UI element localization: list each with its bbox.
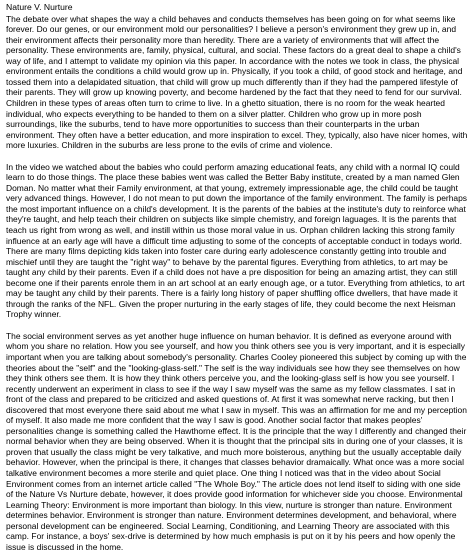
document-title: Nature V. Nurture xyxy=(6,2,73,12)
paragraph-family-environment: In the video we watched about the babies who could perform amazing educational feats, any child with a normal IQ could learn to do those things. The place these babies went was called the Better Baby institute, created by a man named Glen Doman. No matter what their Family environment, at that young, extremely impressionable age, the child could be taught very advanced things. However, I do not mean to put down the importance of the family environment. The family is perhaps the most important influence on a child's development. It is the parents of the babies at the institute's duty to reinforce what they're taught, and help teach their children on subjects like simple chemistry, and foreign laguages. It is the parents that teach us right from wrong as well, and instill within us those moral value in us. Orphan children lacking this strong family influence at an early age will have a difficult time adjusting to some of the concepts of acceptable conduct in todays world. There are many films depicting kids taken into foster care during early adolescence constantly getting into trouble and mischief until they are taught the "right way" to behave by the parental figures. Everything from athletics, to art may be taught any child by their parents. Even if a child does not have a pre disposition for being an amazing artist, they can still become one if their parents enrole them in an art school at an early enough age, or a tutor. Everything from athletics, to art may be taught any child by their parents. There is a fairly long history of paper shuffling office dwellers, that have made it through the ranks of the NFL. Given the proper nurturing in the early stages of life, they could become the next Heisman Trophy winner. xyxy=(6,161,467,320)
paragraph-environment-factors: The debate over what shapes the way a child behaves and conducts themselves has been going on for what seems like forever. Do our genes, or our environment mold our personalities? I believe a person's environment they grew up in, and their environment affects their personality more than heredity. There are a variety of environments that will affect the personality. These environments are, family, physical, cultural, and social. These factors do a great deal to shape a child's way of life, and I attempt to validate my opinion via this paper. In accordance with the notes we took in class, the physical environment entails the conditions a child would grow up in. Physically, if you took a child, of good stock and heritage, and tossed them into a delapidated situation, that child will grow up much differently than if they had the pampered lifestyle of their parents. They will grow up knowing poverty, and become hardened by the fact that they need to fend for our survival. Children in these types of areas often turn to crime to live. In a ghetto situation, there is no room for the weak hearted individual, who expects everything to be handed to them on a silver platter. Children who grow up in more posh surroundings, like the suburbs, tend to have more opportunities to success than their counterparts in the urban environment. They often have a better education, and more inspiration to excel. They, typically, also have nicer homes, with more luxuries. Children in the suburbs are less prone to the evils of crime and violence. xyxy=(6,13,468,151)
paragraph-social-environment: The social environment serves as yet another huge influence on human behavior. It is defined as everyone around with whom you share no relation. How you see yourself, and how you think others see you is very important, and it is especially important when you are talking about somebody's personality. Charles Cooley pioneered this subject by coming up with the theories about the "self" and the "looking-glass-self." The self is the way individuals see how they see themselves on how they think others see them. It is how they think others perceive you, and the looking-glass self is how you see yourself. I recently underwent an experiment in class to see if the way I saw myself was the same as my fellow classmates. I sat in front of the class and prepared to be criticized and asked questions of. At first it was somewhat nerve racking, but then I discovered that most everyone there said about me what I saw in myself. This was an affirmation for me and my perception of myself. It also made me more confident that the way I saw is good. Another social factor that makes peoples' personalities change is something called the Hawthorne effect. It is the principle that the way I differently and changed their normal behavior when they are being observed. When it is thought that the principal sits in during one of your classes, it is proven that usually the class might be very talkative, and much more boisterous, anything but the usually acceptable daily behavior. However, when the principal is there, it changes that classes behavior dramaically. What once was a more social talkative environment becomes a more sterile and quiet place. One thing I noticed was that in the video about Social Environment comes from an internet article called "The Whole Boy." The article does not lend itself to siding with one side of the Nature Vs Nurture debate, however, it does provide good information for whichever side you choose. Environmental Learning Theory: Environment is more important than biology. In this view, nurture is stronger than nature. Environment determines behavior. Environment is stronger than nature. Environment determines development, and behavioral, where personal development can be engineered. Social Learning, Conditioning, and Learning Theory are associated with this camp. For instance, a boys' sex-drive is determined by how much emphasis is put on it by his peers and how openly the issue is discussed in the home. xyxy=(6,330,467,552)
